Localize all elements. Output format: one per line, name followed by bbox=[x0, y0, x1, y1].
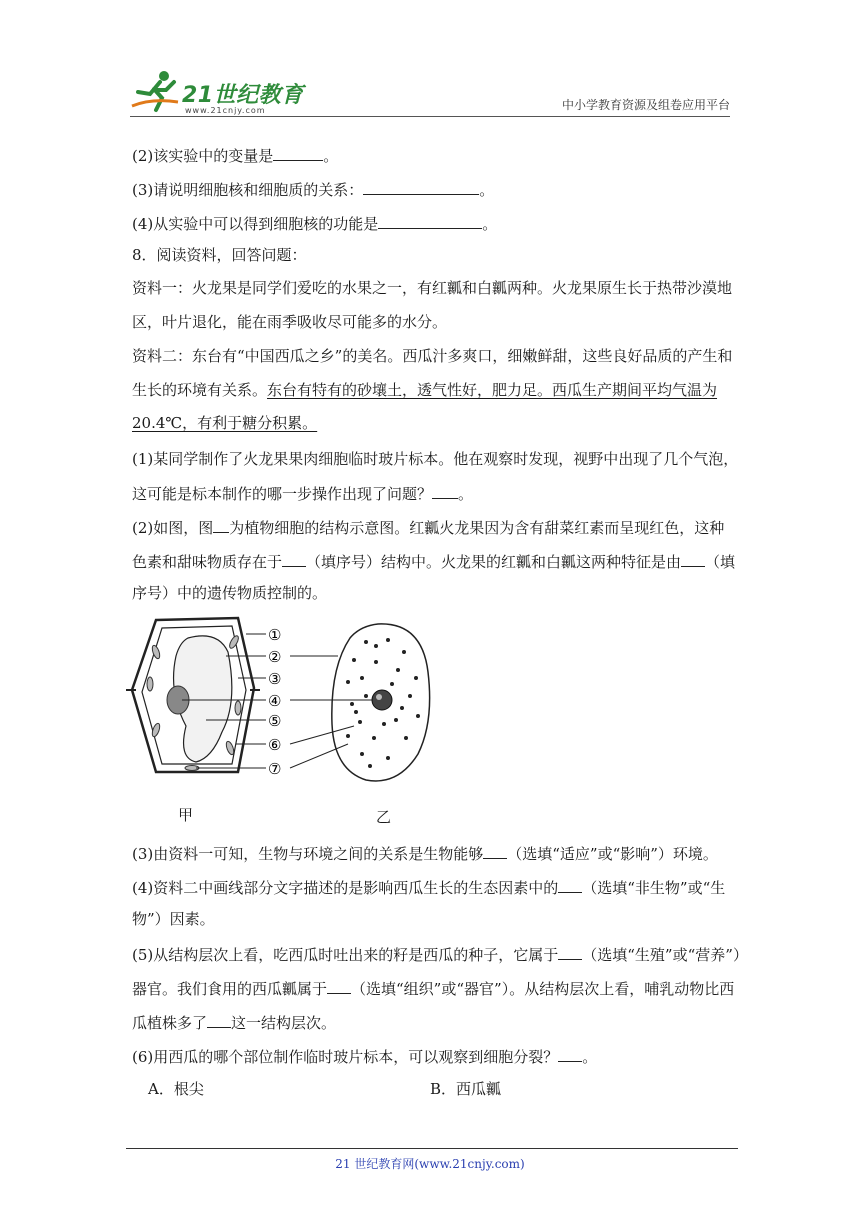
underlined-text: 东台有特有的砂壤土，透气性好，肥力足。西瓜生产期间平均气温为 bbox=[267, 381, 718, 399]
label-1: ① bbox=[268, 626, 282, 644]
cytoplasm-granule bbox=[358, 720, 362, 724]
material-line: 资料二：东台有“中国西瓜之乡”的美名。西瓜汁多爽口，细嫩鲜甜，这些良好品质的产生和 bbox=[132, 347, 733, 365]
cytoplasm-granule bbox=[402, 650, 406, 654]
answer-blank[interactable] bbox=[363, 178, 479, 195]
material-line: 区，叶片退化，能在雨季吸收尽可能多的水分。 bbox=[132, 313, 448, 331]
cytoplasm-granule bbox=[386, 638, 390, 642]
cytoplasm-granule bbox=[354, 710, 358, 714]
header-divider bbox=[130, 116, 730, 117]
caption-yi: 乙 bbox=[376, 808, 392, 826]
footer-text: 21 世纪教育网(www.21cnjy.com) bbox=[335, 1157, 525, 1171]
label-6: ⑥ bbox=[268, 736, 282, 754]
cytoplasm-granule bbox=[400, 706, 404, 710]
answer-blank[interactable] bbox=[282, 550, 306, 567]
question-line: (1)某同学制作了火龙果果肉细胞临时玻片标本。他在观察时发现，视野中出现了几个气泡， bbox=[132, 450, 739, 468]
cell-diagram-svg bbox=[126, 612, 446, 832]
material-line: 资料一：火龙果是同学们爱吃的水果之一，有红瓤和白瓤两种。火龙果原生长于热带沙漠地 bbox=[132, 279, 733, 297]
question-line: (4)从实验中可以得到细胞核的功能是 。 bbox=[132, 212, 497, 234]
cytoplasm-granule bbox=[372, 736, 376, 740]
question-line: (6)用西瓜的哪个部位制作临时玻片标本，可以观察到细胞分裂？ 。 bbox=[132, 1045, 597, 1067]
answer-blank[interactable] bbox=[558, 876, 582, 893]
answer-blank[interactable] bbox=[681, 550, 705, 567]
question-line: (5)从结构层次上看，吃西瓜时吐出来的籽是西瓜的种子，它属于 （选填“生殖”或“营养”） bbox=[132, 943, 748, 965]
logo-text: 21世纪教育 bbox=[182, 83, 304, 108]
caption-jia: 甲 bbox=[178, 806, 194, 824]
question-line: 物”）因素。 bbox=[132, 910, 215, 928]
material-line: 生长的环境有关系。东台有特有的砂壤土，透气性好，肥力足。西瓜生产期间平均气温为 bbox=[132, 381, 718, 399]
question-line: 这可能是标本制作的哪一步操作出现了问题？ 。 bbox=[132, 482, 473, 504]
cytoplasm-granule bbox=[394, 718, 398, 722]
option-a[interactable]: A．根尖 bbox=[148, 1080, 204, 1098]
answer-blank[interactable] bbox=[378, 212, 482, 229]
question-line: (2)该实验中的变量是 。 bbox=[132, 144, 338, 166]
answer-blank[interactable] bbox=[207, 1011, 231, 1028]
cytoplasm-granule bbox=[416, 714, 420, 718]
cytoplasm-granule bbox=[396, 668, 400, 672]
logo-subtext: www.21cnjy.com bbox=[185, 106, 266, 115]
answer-blank[interactable] bbox=[327, 977, 351, 994]
cytoplasm-granule bbox=[390, 682, 394, 686]
underlined-text: 20.4℃，有利于糖分积累。 bbox=[132, 414, 318, 432]
cytoplasm-granule bbox=[352, 658, 356, 662]
question-line: 序号）中的遗传物质控制的。 bbox=[132, 584, 328, 602]
site-logo bbox=[130, 68, 310, 118]
footer-divider bbox=[126, 1148, 738, 1149]
cytoplasm-granule bbox=[364, 694, 368, 698]
header-slogan: 中小学教育资源及组卷应用平台 bbox=[561, 98, 730, 112]
label-2: ② bbox=[268, 648, 282, 666]
cytoplasm-granule bbox=[374, 644, 378, 648]
question-line: (3)请说明细胞核和细胞质的关系： 。 bbox=[132, 178, 494, 200]
cytoplasm-granule bbox=[382, 722, 386, 726]
label-7: ⑦ bbox=[268, 760, 282, 778]
option-b[interactable]: B．西瓜瓤 bbox=[430, 1080, 502, 1098]
question-line: 器官。我们食用的西瓜瓤属于 （选填“组织”或“器官”）。从结构层次上看，哺乳动物比西 bbox=[132, 977, 734, 999]
answer-blank[interactable] bbox=[213, 516, 229, 533]
question-line: (3)由资料一可知，生物与环境之间的关系是生物能够 （选填“适应”或“影响”）环境。 bbox=[132, 842, 718, 864]
cytoplasm-granule bbox=[360, 676, 364, 680]
page-header bbox=[130, 62, 730, 118]
question-line: (2)如图，图 为植物细胞的结构示意图。红瓤火龙果因为含有甜菜红素而呈现红色，这种 bbox=[132, 516, 724, 538]
label-5: ⑤ bbox=[268, 712, 282, 730]
answer-blank[interactable] bbox=[483, 842, 507, 859]
cytoplasm-granule bbox=[386, 756, 390, 760]
answer-blank[interactable] bbox=[273, 144, 323, 161]
runner-logo-icon bbox=[130, 68, 182, 114]
cytoplasm-granule bbox=[360, 752, 364, 756]
answer-blank[interactable] bbox=[558, 1045, 582, 1062]
cytoplasm-granule bbox=[346, 734, 350, 738]
cytoplasm-granule bbox=[364, 640, 368, 644]
cytoplasm-granule bbox=[408, 694, 412, 698]
question-line: (4)资料二中画线部分文字描述的是影响西瓜生长的生态因素中的 （选填“非生物”或“生 bbox=[132, 876, 725, 898]
material-line bbox=[132, 413, 317, 433]
question-line: 瓜植株多了 这一结构层次。 bbox=[132, 1011, 336, 1033]
cytoplasm-granule bbox=[374, 660, 378, 664]
cytoplasm-granule bbox=[368, 764, 372, 768]
cytoplasm-granule bbox=[414, 676, 418, 680]
label-4: ④ bbox=[268, 692, 282, 710]
label-3: ③ bbox=[268, 670, 282, 688]
answer-blank[interactable] bbox=[432, 482, 458, 499]
answer-blank[interactable] bbox=[558, 943, 582, 960]
question-title: 8．阅读资料，回答问题： bbox=[132, 246, 307, 264]
cell-diagram bbox=[126, 612, 446, 832]
question-line: 色素和甜味物质存在于 （填序号）结构中。火龙果的红瓤和白瓤这两种特征是由 （填 bbox=[132, 550, 735, 572]
cytoplasm-granule bbox=[350, 702, 354, 706]
cytoplasm-granule bbox=[346, 680, 350, 684]
cytoplasm-granule bbox=[404, 736, 408, 740]
